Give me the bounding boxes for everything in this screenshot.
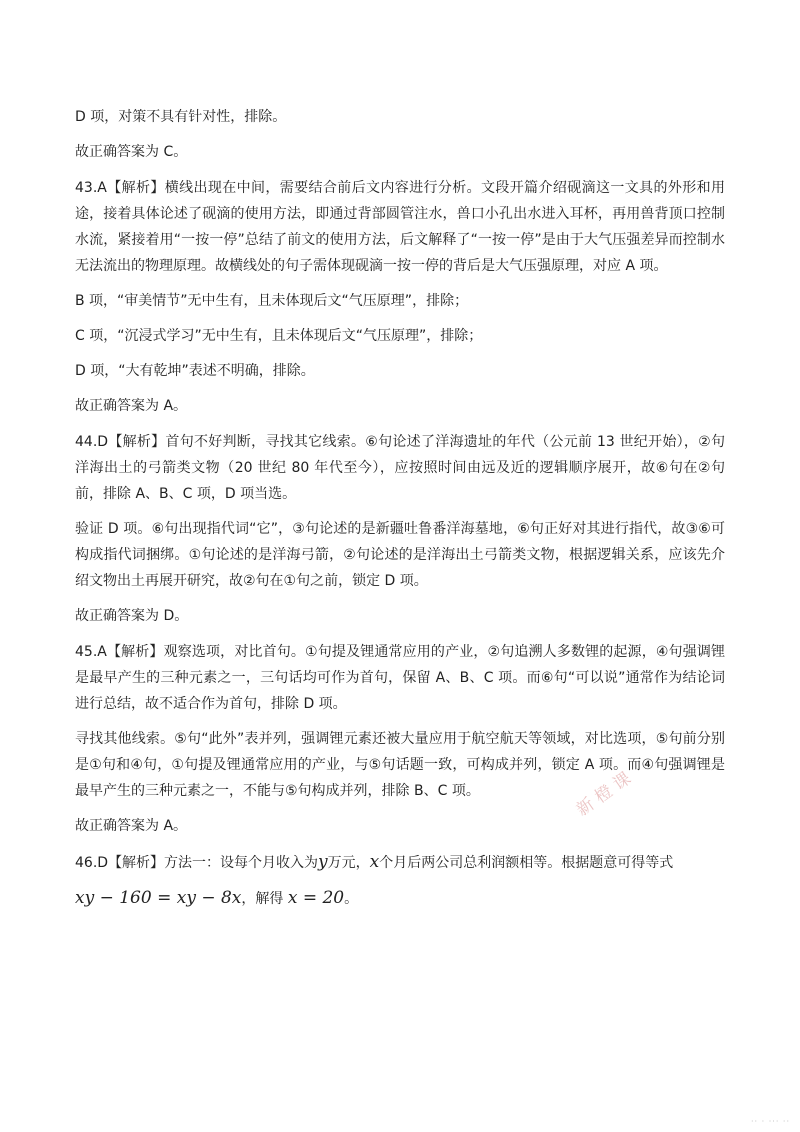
variable-y: y: [318, 852, 328, 872]
variable-x: x: [369, 852, 380, 872]
q46-mid2: 个月后两公司总利润额相等。根据题意可得等式: [379, 855, 674, 871]
q46-intro: 46.D【解析】方法一：设每个月收入为: [75, 855, 319, 871]
question-43-option-d: D 项，“大有乾坤”表述不明确，排除。: [75, 363, 315, 379]
answer-conclusion-43: 故正确答案为 A。: [75, 398, 188, 414]
question-46-analysis: [75, 849, 725, 876]
solution: x = 20: [287, 888, 345, 908]
answer-conclusion-44: 故正确答案为 D。: [75, 608, 189, 624]
question-45-clues: 寻找其他线索。⑤句“此外”表并列，强调锂元素还被大量应用于航空航天等领域，对比选项，⑤句前分别是①句和④句，①句提及锂通常应用的产业，与⑤句话题一致，可构成并列，锁定 A 项。而④句强调锂是最早产生的三种元素之一，不能与⑤句构成并列，排除 B、C 项。: [75, 731, 725, 799]
answer-explanations: [75, 104, 725, 921]
paragraph-d-option-42: D 项，对策不具有针对性，排除。: [75, 109, 287, 125]
question-43-option-c: C 项，“沉浸式学习”无中生有，且未体现后文“气压原理”，排除；: [75, 328, 483, 344]
q46-mid1: 万元，: [327, 855, 370, 871]
solve-text: ，解得: [241, 891, 284, 907]
question-45-analysis: 45.A【解析】观察选项，对比首句。①句提及锂通常应用的产业，②句追溯人多数锂的起源，④句强调锂是最早产生的三种元素之一，三句话均可作为首句，保留 A、B、C 项。而⑥句“可以说”通常作为结论词进行总结，故不适合作为首句，排除 D 项。: [75, 644, 725, 712]
question-44-analysis: 44.D【解析】首句不好判断，寻找其它线索。⑥句论述了洋海遗址的年代（公元前 13 世纪开始），②句洋海出土的弓箭类文物（20 世纪 80 年代至今），应按照时间由远及近的逻辑顺序展开，故⑥句在②句前，排除 A、B、C 项，D 项当选。: [75, 434, 725, 502]
answer-conclusion-45: 故正确答案为 A。: [75, 818, 188, 834]
watermark-stamp: 新 橙 课: [572, 768, 635, 821]
equation: xy − 160 = xy − 8x: [75, 888, 242, 908]
question-44-verification: 验证 D 项。⑥句出现指代词“它”，③句论述的是新疆吐鲁番洋海墓地，⑥句正好对其进行指代，故③⑥可构成指代词捆绑。①句论述的是洋海弓箭，②句论述的是洋海出土弓箭类文物，根据逻辑关系，应该先介绍文物出土再展开研究，故②句在①句之前，锁定 D 项。: [75, 521, 725, 589]
footer-mark: ·· · ··· ··: [751, 1117, 790, 1126]
question-46-equation-line: [75, 885, 725, 912]
answer-conclusion-42: 故正确答案为 C。: [75, 144, 188, 160]
equation-end: 。: [344, 891, 359, 907]
question-43-analysis: 43.A【解析】横线出现在中间，需要结合前后文内容进行分析。文段开篇介绍砚滴这一文具的外形和用途，接着具体论述了砚滴的使用方法，即通过背部圆管注水，兽口小孔出水进入耳杯，再用兽背顶口控制水流，紧接着用“一按一停”总结了前文的使用方法，后文解释了“一按一停”是由于大气压强差异而控制水无法流出的物理原理。故横线处的句子需体现砚滴一按一停的背后是大气压强原理，对应 A 项。: [75, 180, 725, 274]
question-43-option-b: B 项，“审美情节”无中生有，且未体现后文“气压原理”，排除；: [75, 293, 469, 309]
